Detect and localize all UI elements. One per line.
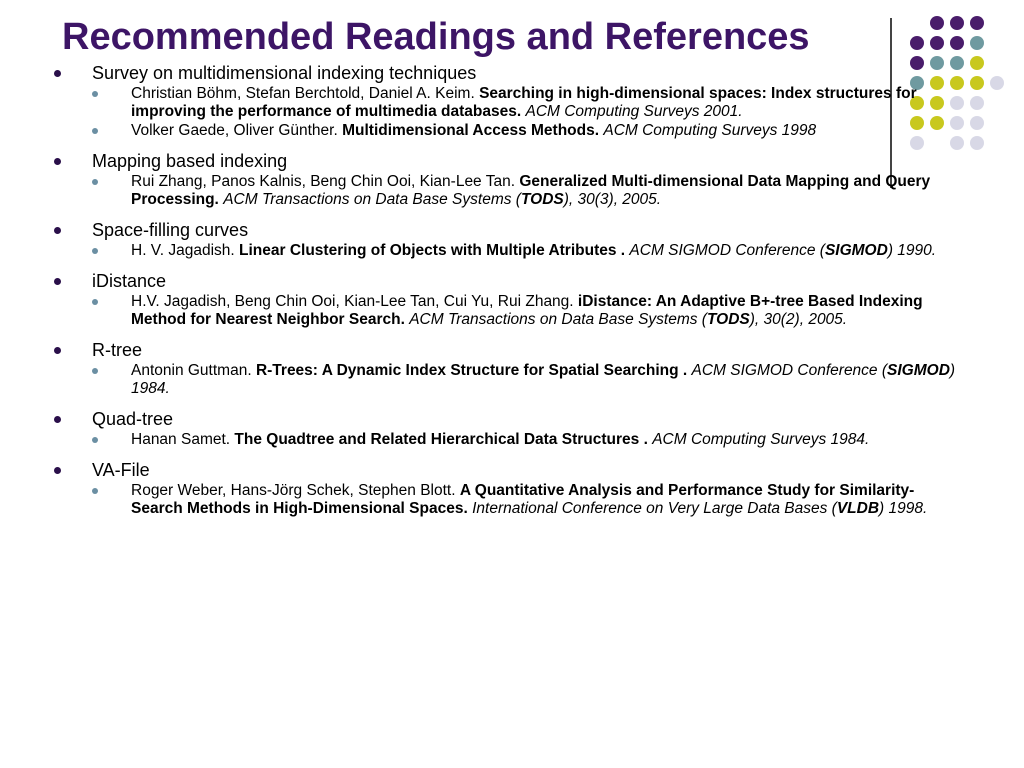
references-list bbox=[52, 62, 962, 528]
reference-title: Searching in high-dimensional spaces: Index structures for improving the performance of multimedia databases. bbox=[131, 85, 917, 120]
reference-title: A Quantitative Analysis and Performance Study for Similarity-Search Methods in High-Dimensional Spaces. bbox=[131, 482, 915, 517]
bullet-icon bbox=[54, 70, 61, 77]
reference-item bbox=[52, 242, 962, 260]
reference-authors: Christian Böhm, Stefan Berchtold, Daniel A. Keim. bbox=[131, 85, 475, 102]
reference-title: Linear Clustering of Objects with Multiple Atributes . bbox=[239, 242, 626, 259]
reference-title: R-Trees: A Dynamic Index Structure for Spatial Searching . bbox=[255, 362, 688, 379]
topic-label: R-tree bbox=[92, 340, 143, 360]
venue-text: ACM Transactions on Data Base Systems ( bbox=[223, 191, 521, 208]
venue-abbreviation: SIGMOD bbox=[824, 242, 888, 259]
reference-item bbox=[52, 173, 962, 209]
decorative-dot bbox=[970, 36, 984, 50]
topic-section bbox=[52, 270, 962, 329]
venue-abbreviation: TODS bbox=[520, 191, 564, 208]
decorative-dot bbox=[950, 36, 964, 50]
sub-bullet-icon bbox=[92, 368, 98, 374]
venue-text: ACM Computing Surveys 1984. bbox=[652, 431, 870, 448]
venue-text: ACM Transactions on Data Base Systems ( bbox=[409, 311, 707, 328]
reference-venue bbox=[409, 311, 847, 328]
bullet-icon bbox=[54, 227, 61, 234]
topic-heading bbox=[52, 219, 962, 241]
topic-label: iDistance bbox=[92, 271, 167, 291]
venue-text: ACM SIGMOD Conference ( bbox=[629, 242, 825, 259]
decorative-dot bbox=[930, 16, 944, 30]
decorative-dot bbox=[970, 96, 984, 110]
reference-venue bbox=[629, 242, 936, 259]
topic-section bbox=[52, 62, 962, 140]
decorative-dot bbox=[950, 16, 964, 30]
reference-venue bbox=[603, 122, 816, 139]
sub-bullet-icon bbox=[92, 91, 98, 97]
slide-title: Recommended Readings and References bbox=[62, 16, 810, 58]
decorative-dot bbox=[970, 76, 984, 90]
sub-bullet-icon bbox=[92, 437, 98, 443]
decorative-dot bbox=[990, 76, 1004, 90]
topic-section bbox=[52, 219, 962, 260]
decorative-dot bbox=[970, 136, 984, 150]
bullet-icon bbox=[54, 416, 61, 423]
reference-item bbox=[52, 293, 962, 329]
reference-authors: Hanan Samet. bbox=[131, 431, 231, 448]
bullet-icon bbox=[54, 347, 61, 354]
decorative-dot bbox=[970, 16, 984, 30]
venue-text: ACM Computing Surveys 2001. bbox=[525, 103, 743, 120]
bullet-icon bbox=[54, 278, 61, 285]
venue-text: ACM SIGMOD Conference ( bbox=[691, 362, 888, 379]
reference-authors: Antonin Guttman. bbox=[131, 362, 252, 379]
reference-title: iDistance: An Adaptive B+-tree Based Indexing Method for Nearest Neighbor Search. bbox=[131, 293, 923, 328]
topic-label: Space-filling curves bbox=[92, 220, 249, 240]
venue-text-tail: ), 30(3), 2005. bbox=[563, 191, 662, 208]
topic-section bbox=[52, 459, 962, 518]
topic-section bbox=[52, 150, 962, 209]
bullet-icon bbox=[54, 158, 61, 165]
reference-title: Multidimensional Access Methods. bbox=[342, 122, 600, 139]
venue-text: ACM Computing Surveys 1998 bbox=[603, 122, 817, 139]
reference-authors: H. V. Jagadish. bbox=[131, 242, 235, 259]
venue-text-tail: ) 1998. bbox=[879, 500, 928, 517]
sub-bullet-icon bbox=[92, 128, 98, 134]
reference-venue bbox=[223, 191, 661, 208]
topic-heading bbox=[52, 408, 962, 430]
topic-heading bbox=[52, 270, 962, 292]
decorative-dot bbox=[930, 36, 944, 50]
reference-title: Generalized Multi-dimensional Data Mapping and Query Processing. bbox=[131, 173, 931, 208]
reference-authors: Rui Zhang, Panos Kalnis, Beng Chin Ooi, Kian-Lee Tan. bbox=[131, 173, 516, 190]
sub-bullet-icon bbox=[92, 299, 98, 305]
topic-label: Mapping based indexing bbox=[92, 151, 288, 171]
venue-text: International Conference on Very Large Data Bases ( bbox=[472, 500, 837, 517]
topic-heading bbox=[52, 459, 962, 481]
reference-authors: H.V. Jagadish, Beng Chin Ooi, Kian-Lee Tan, Cui Yu, Rui Zhang. bbox=[131, 293, 574, 310]
reference-item bbox=[52, 362, 962, 398]
topic-section bbox=[52, 408, 962, 449]
bullet-icon bbox=[54, 467, 61, 474]
reference-venue bbox=[652, 431, 869, 448]
reference-item bbox=[52, 431, 962, 449]
reference-authors: Roger Weber, Hans-Jörg Schek, Stephen Blott. bbox=[131, 482, 456, 499]
venue-text-tail: ), 30(2), 2005. bbox=[749, 311, 848, 328]
sub-bullet-icon bbox=[92, 488, 98, 494]
reference-item bbox=[52, 482, 962, 518]
topic-label: Survey on multidimensional indexing techniques bbox=[92, 63, 477, 83]
reference-item bbox=[52, 122, 962, 140]
venue-text-tail: ) 1984. bbox=[131, 362, 956, 397]
decorative-dot bbox=[970, 56, 984, 70]
reference-venue bbox=[472, 500, 927, 517]
reference-venue bbox=[525, 103, 742, 120]
reference-authors: Volker Gaede, Oliver Günther. bbox=[131, 122, 338, 139]
reference-title: The Quadtree and Related Hierarchical Data Structures . bbox=[234, 431, 648, 448]
decorative-dot bbox=[910, 36, 924, 50]
venue-abbreviation: VLDB bbox=[836, 500, 880, 517]
sub-bullet-icon bbox=[92, 248, 98, 254]
topic-label: VA-File bbox=[92, 460, 150, 480]
topic-section bbox=[52, 339, 962, 398]
reference-item bbox=[52, 85, 962, 121]
topic-heading bbox=[52, 62, 962, 84]
topic-label: Quad-tree bbox=[92, 409, 174, 429]
venue-abbreviation: SIGMOD bbox=[887, 362, 950, 379]
decorative-dot bbox=[970, 116, 984, 130]
topic-heading bbox=[52, 150, 962, 172]
venue-abbreviation: TODS bbox=[706, 311, 750, 328]
sub-bullet-icon bbox=[92, 179, 98, 185]
venue-text-tail: ) 1990. bbox=[887, 242, 937, 259]
topic-heading bbox=[52, 339, 962, 361]
